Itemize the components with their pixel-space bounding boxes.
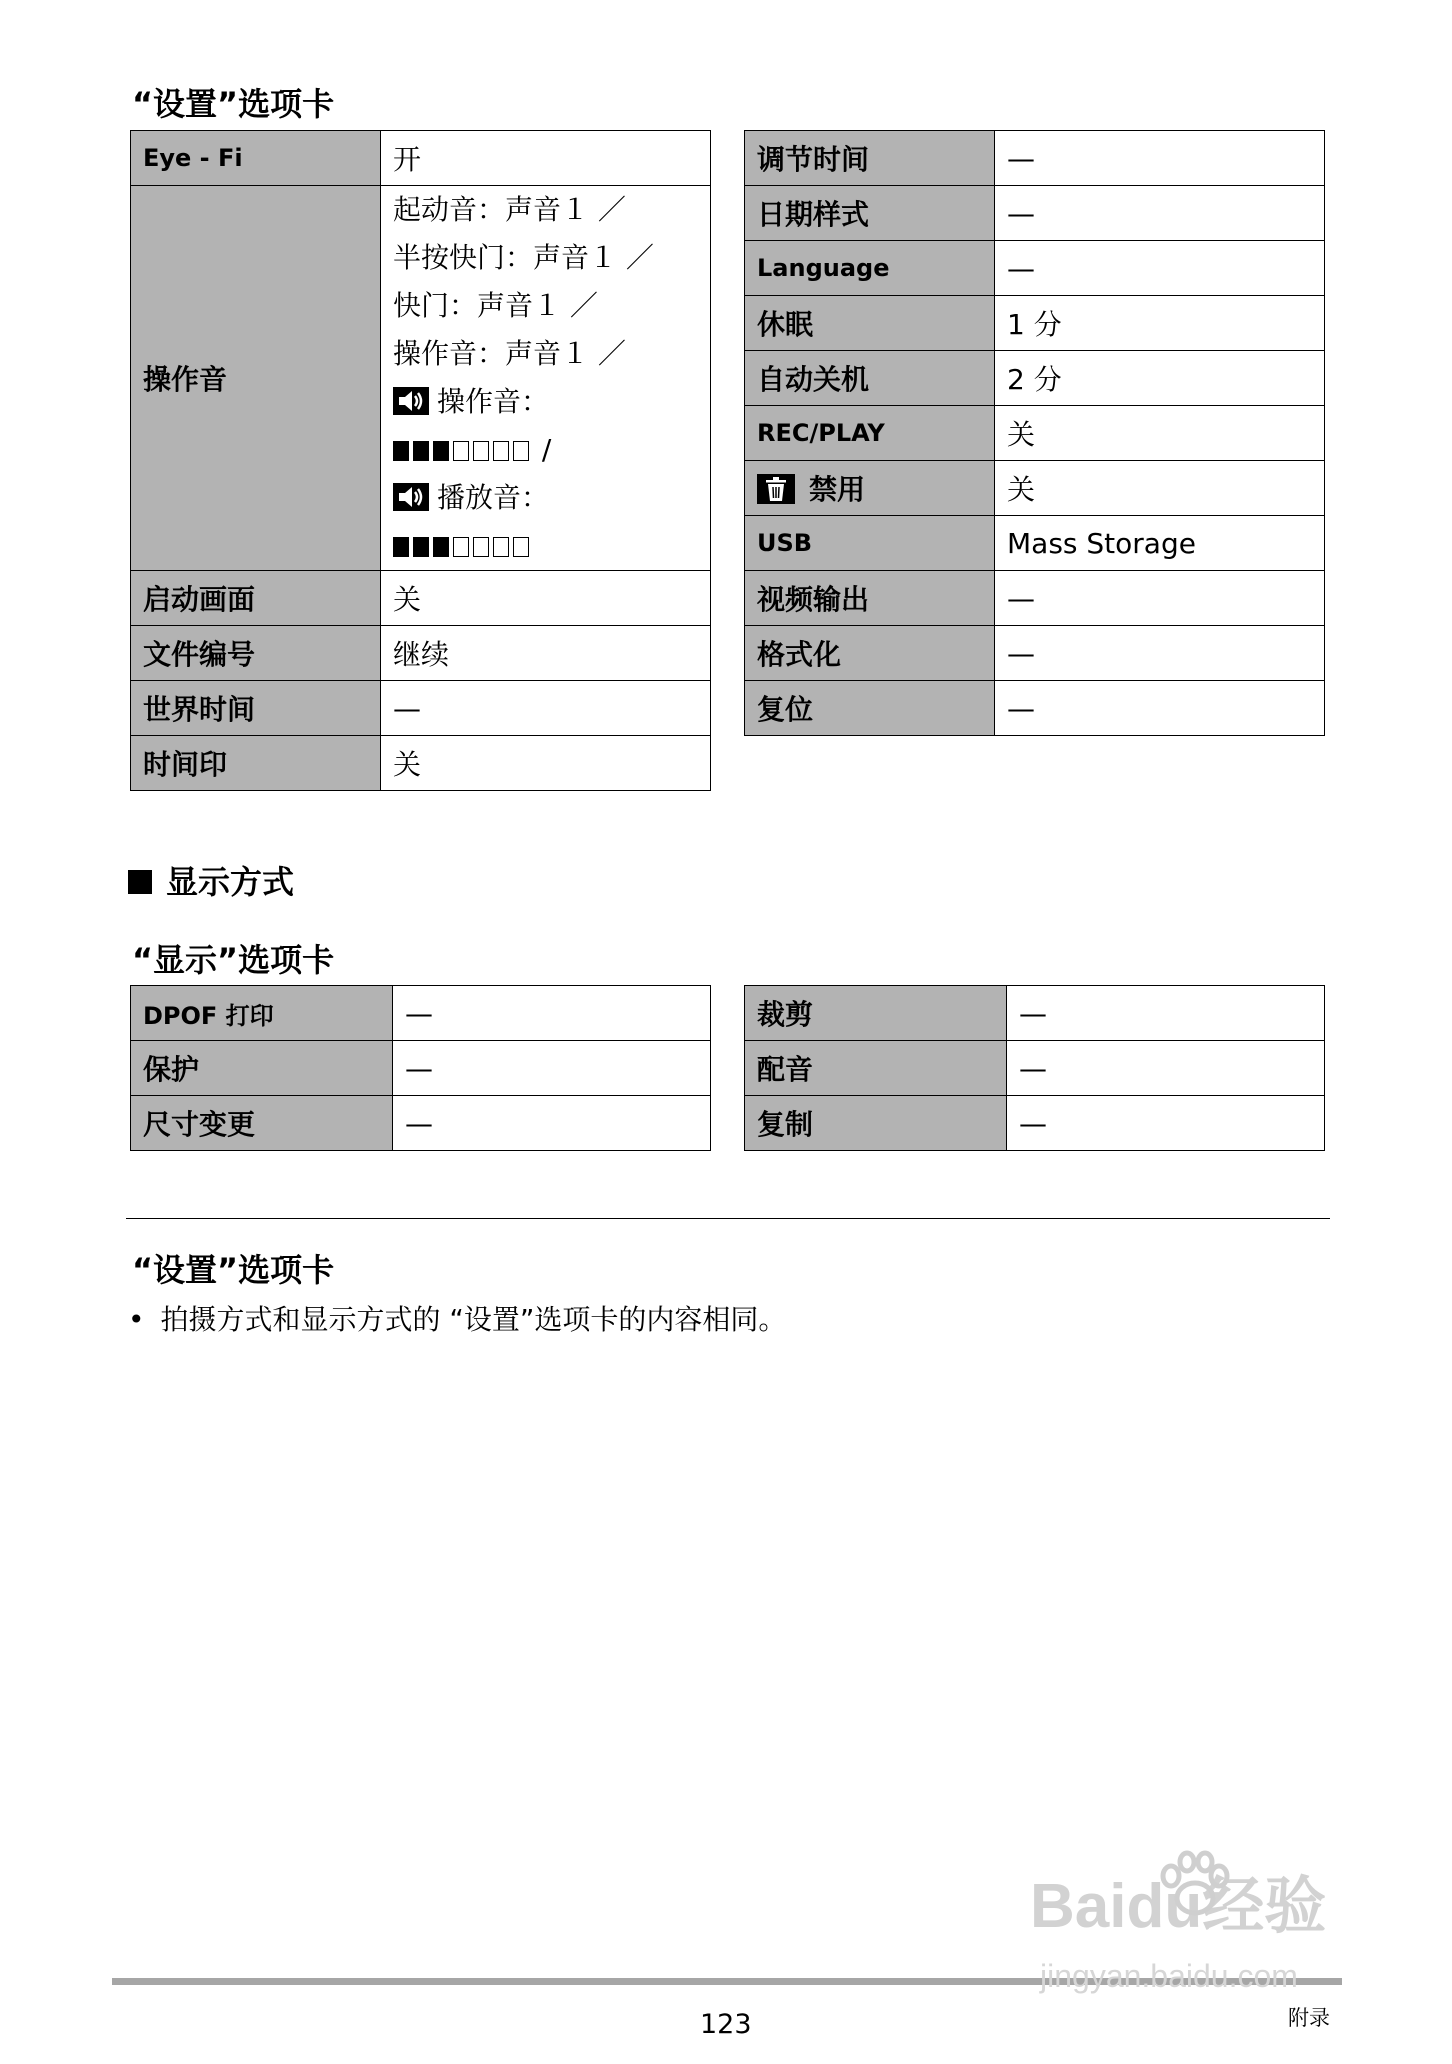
table-row xyxy=(745,241,1325,296)
label-usb: USB xyxy=(745,516,995,571)
note-bullet: • xyxy=(128,1303,145,1336)
bar-suffix: / xyxy=(533,433,552,466)
table-row xyxy=(745,516,1325,571)
value-dubbing: — xyxy=(1007,1041,1325,1096)
label-sleep: 休眠 xyxy=(745,296,995,351)
value-delete-disable: 关 xyxy=(995,461,1325,516)
bar-segment-filled xyxy=(433,537,449,557)
value-dpof-print: — xyxy=(393,986,711,1041)
section-square-icon xyxy=(128,870,152,894)
sound-line-shutter: 快门：声音１ ／ xyxy=(393,289,598,322)
bar-segment-filled xyxy=(393,441,409,461)
bar-segment-empty xyxy=(493,537,509,557)
value-resize: — xyxy=(393,1096,711,1151)
bar-segment-filled xyxy=(413,537,429,557)
table-row xyxy=(745,986,1325,1041)
table-row xyxy=(131,131,711,186)
sound-line-playback-volume xyxy=(393,474,698,522)
operation-volume-label: 操作音： xyxy=(437,385,550,418)
playback-volume-label: 播放音： xyxy=(437,481,550,514)
value-trim: — xyxy=(1007,986,1325,1041)
label-resize: 尺寸变更 xyxy=(131,1096,393,1151)
table-row xyxy=(745,461,1325,516)
watermark-logo: Baidu经验 xyxy=(1030,1872,1327,1941)
table-row xyxy=(745,351,1325,406)
setup-right-table xyxy=(744,130,1325,736)
display-right-table xyxy=(744,985,1325,1151)
label-file-number: 文件编号 xyxy=(131,626,381,681)
label-eyefi: Eye - Fi xyxy=(131,131,381,186)
delete-disable-text: 禁用 xyxy=(809,473,866,506)
table-row xyxy=(745,571,1325,626)
value-video-out: — xyxy=(995,571,1325,626)
table-row xyxy=(131,571,711,626)
table-row xyxy=(745,1096,1325,1151)
bar-segment-empty xyxy=(513,441,529,461)
bar-segment-empty xyxy=(453,441,469,461)
setup-tab-heading: “设置”选项卡 xyxy=(132,85,335,123)
bar-segment-empty xyxy=(453,537,469,557)
value-adjust-time: — xyxy=(995,131,1325,186)
table-row xyxy=(745,406,1325,461)
label-auto-power-off: 自动关机 xyxy=(745,351,995,406)
table-row xyxy=(131,1096,711,1151)
label-adjust-time: 调节时间 xyxy=(745,131,995,186)
volume-level-bar xyxy=(393,433,533,466)
value-format: — xyxy=(995,626,1325,681)
table-row xyxy=(131,736,711,791)
table-row xyxy=(131,626,711,681)
label-copy: 复制 xyxy=(745,1096,1007,1151)
bar-segment-filled xyxy=(433,441,449,461)
label-dpof-print: DPOF 打印 xyxy=(131,986,393,1041)
watermark-url: jingyan.baidu.com xyxy=(1040,1958,1298,1994)
label-rec-play: REC/PLAY xyxy=(745,406,995,461)
display-section-title: 显示方式 xyxy=(166,863,295,901)
bar-segment-filled xyxy=(413,441,429,461)
bar-segment-empty xyxy=(473,441,489,461)
display-left-table xyxy=(130,985,711,1151)
sound-line-operation-volume xyxy=(393,378,698,426)
label-language: Language xyxy=(745,241,995,296)
table-row xyxy=(131,186,711,571)
value-timestamp: 关 xyxy=(381,736,711,791)
bar-segment-filled xyxy=(393,537,409,557)
display-section-heading xyxy=(128,862,294,902)
label-format: 格式化 xyxy=(745,626,995,681)
label-startup-screen: 启动画面 xyxy=(131,571,381,626)
value-eyefi: 开 xyxy=(381,131,711,186)
speaker-icon xyxy=(393,483,429,511)
value-rec-play: 关 xyxy=(995,406,1325,461)
value-copy: — xyxy=(1007,1096,1325,1151)
bar-segment-empty xyxy=(513,537,529,557)
speaker-icon xyxy=(393,387,429,415)
table-row xyxy=(745,681,1325,736)
value-auto-power-off: 2 分 xyxy=(995,351,1325,406)
bar-segment-empty xyxy=(473,537,489,557)
label-dubbing: 配音 xyxy=(745,1041,1007,1096)
label-trim: 裁剪 xyxy=(745,986,1007,1041)
setup-left-table xyxy=(130,130,711,791)
value-date-style: — xyxy=(995,186,1325,241)
value-usb: Mass Storage xyxy=(995,516,1325,571)
display-tab-heading: “显示”选项卡 xyxy=(132,941,335,979)
section-divider xyxy=(126,1218,1330,1219)
footer-label: 附录 xyxy=(1288,2006,1330,2030)
sound-line-operation: 操作音：声音１ ／ xyxy=(393,337,626,370)
value-sleep: 1 分 xyxy=(995,296,1325,351)
label-date-style: 日期样式 xyxy=(745,186,995,241)
value-operation-sound xyxy=(381,186,711,571)
note-line xyxy=(128,1302,786,1338)
label-timestamp: 时间印 xyxy=(131,736,381,791)
sound-line-half-shutter: 半按快门：声音１ ／ xyxy=(393,241,654,274)
sound-line-startup: 起动音：声音１ ／ xyxy=(393,193,626,226)
label-reset: 复位 xyxy=(745,681,995,736)
volume-bars-operation xyxy=(393,426,698,474)
table-row xyxy=(131,1041,711,1096)
label-protect: 保护 xyxy=(131,1041,393,1096)
label-video-out: 视频输出 xyxy=(745,571,995,626)
label-world-time: 世界时间 xyxy=(131,681,381,736)
label-operation-sound: 操作音 xyxy=(131,186,381,571)
note-text: 拍摄方式和显示方式的 “设置”选项卡的内容相同。 xyxy=(160,1303,787,1336)
bar-segment-empty xyxy=(493,441,509,461)
trash-icon xyxy=(757,474,795,504)
table-row xyxy=(131,986,711,1041)
label-delete-disable xyxy=(745,461,995,516)
table-row xyxy=(745,1041,1325,1096)
paw-icon xyxy=(1155,1850,1235,1924)
value-file-number: 继续 xyxy=(381,626,711,681)
table-row xyxy=(745,626,1325,681)
table-row xyxy=(131,681,711,736)
value-protect: — xyxy=(393,1041,711,1096)
value-world-time: — xyxy=(381,681,711,736)
volume-bars-playback xyxy=(393,522,698,570)
note-heading: “设置”选项卡 xyxy=(132,1251,335,1289)
table-row xyxy=(745,296,1325,351)
table-row xyxy=(745,186,1325,241)
volume-level-bar xyxy=(393,529,533,562)
value-language: — xyxy=(995,241,1325,296)
value-startup-screen: 关 xyxy=(381,571,711,626)
table-row xyxy=(745,131,1325,186)
value-reset: — xyxy=(995,681,1325,736)
page-number: 123 xyxy=(700,2009,752,2040)
